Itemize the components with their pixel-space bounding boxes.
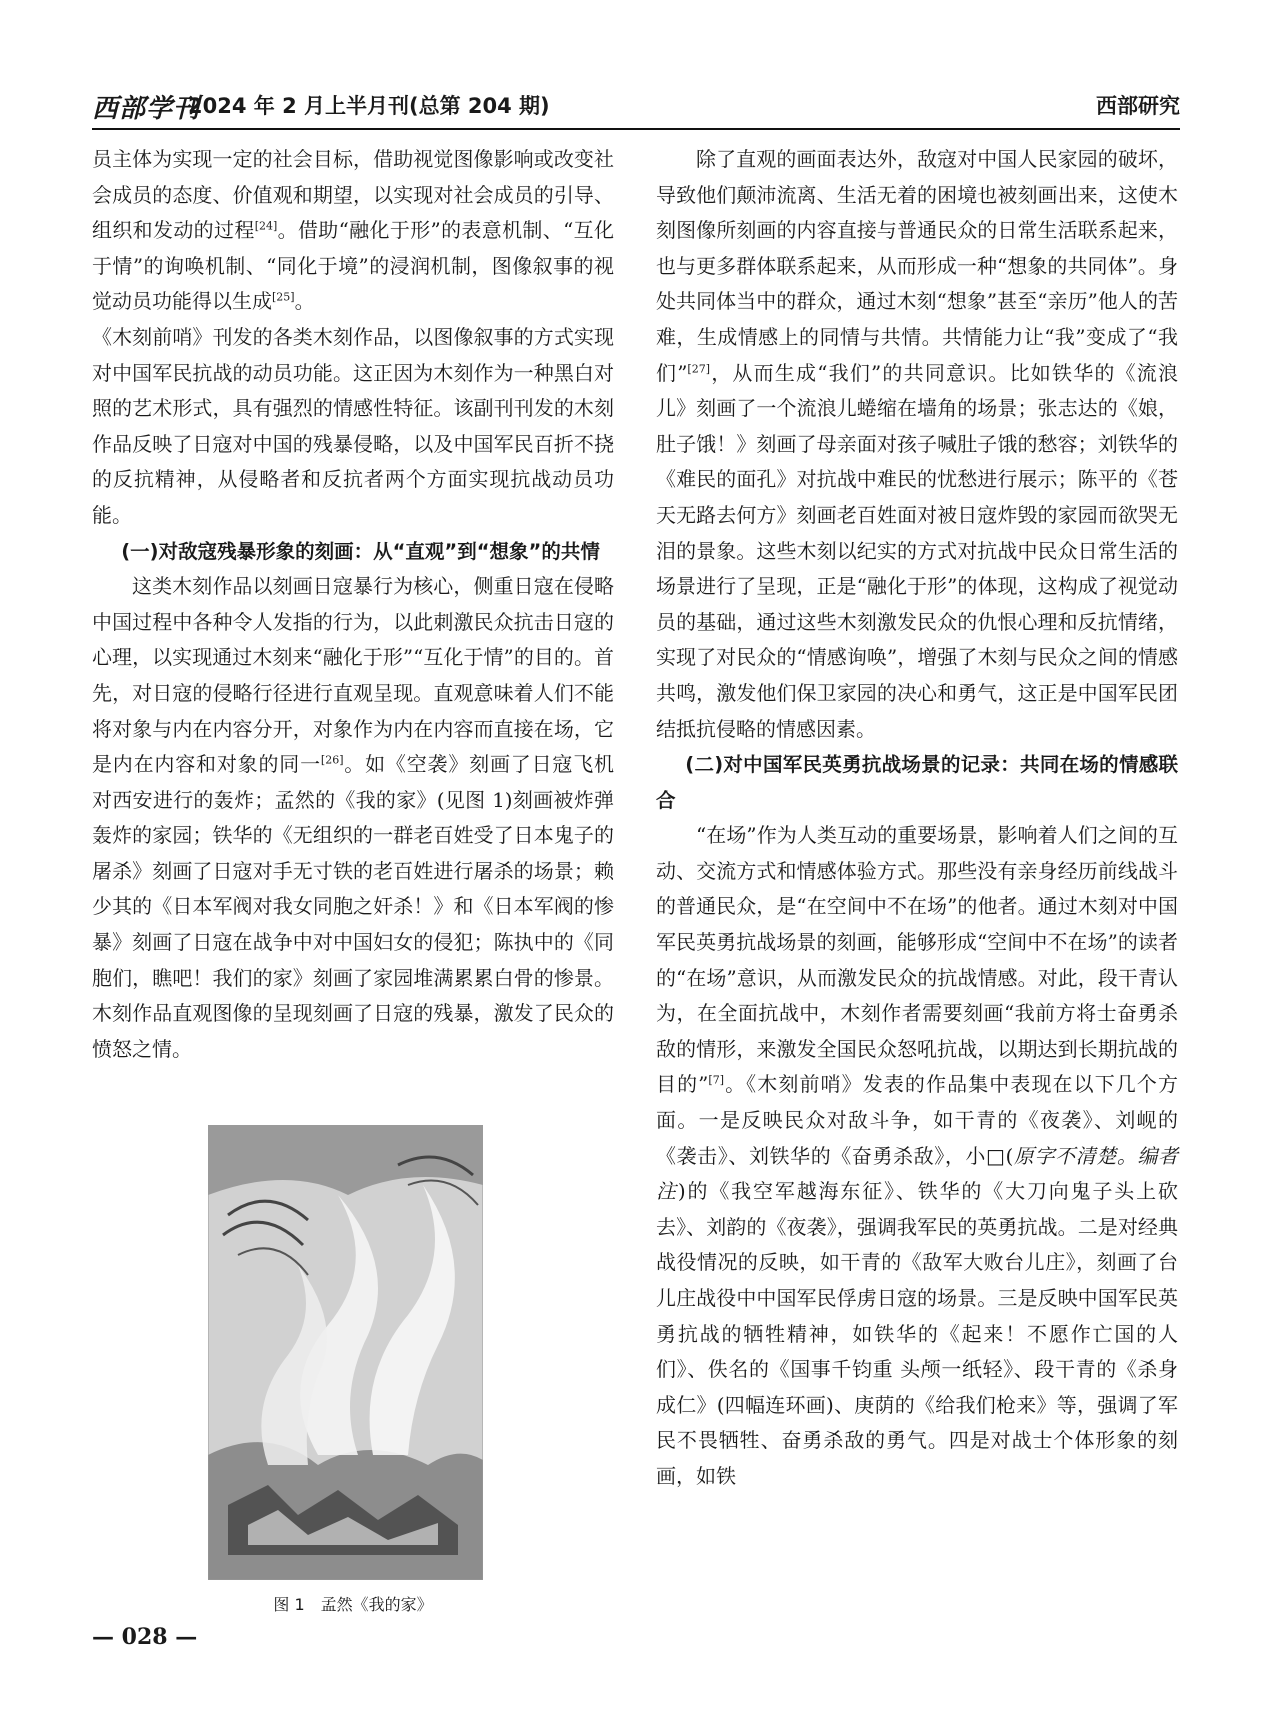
- section-title: 西部研究: [1096, 94, 1180, 118]
- editor-note: 原字不清楚。编者注: [656, 1143, 1179, 1204]
- section-heading: (二)对中国军民英勇抗战场景的记录：共同在场的情感联合: [656, 753, 1178, 812]
- journal-logo: 西部学刊: [92, 94, 201, 124]
- paragraph: “在场”作为人类互动的重要场景，影响着人们之间的互动、交流方式和情感体验方式。那些没有亲身经历前线战斗的普通民众，是“在空间中不在场”的他者。通过木刻对中国军民英勇抗战场景的刻画，能够形成“空间中不在场”的读者的“在场”意识，从而激发民众的抗战情感。对此，段干青认为，在全面抗战中，木刻作者需要刻画“我前方将士奋勇杀敌的情形，来激发全国民众怒吼抗战，以期达到长期抗战的目的”[7]。《木刻前哨》发表的作品集中表现在以下几个方面。一是反映民众对敌斗争，如干青的《夜袭》、刘岘的《袭击》、刘铁华的《奋勇杀敌》，小□(原字不清楚。编者注)的《我空军越海东征》、铁华的《大刀向鬼子头上砍去》、刘韵的《夜袭》，强调我军民的英勇抗战。二是对经典战役情况的反映，如干青的《敌军大败台儿庄》，刻画了台儿庄战役中中国军民俘虏日寇的场景。三是反映中国军民英勇抗战的牺牲精神，如铁华的《起来！不愿作亡国的人们》、佚名的《国事千钧重 头颅一纸轻》、段干青的《杀身成仁》(四幅连环画)、庚荫的《给我们枪来》等，强调了军民不畏牺牲、奋勇杀敌的勇气。四是对战士个体形象的刻画，如铁: [656, 823, 1179, 1488]
- figure-caption: 图 1 孟然《我的家》: [273, 1595, 433, 1614]
- citation-ref: [7]: [708, 1073, 724, 1087]
- paragraph: 这类木刻作品以刻画日寇暴行为核心，侧重日寇在侵略中国过程中各种令人发指的行为，以此刺激民众抗击日寇的心理，以实现通过木刻来“融化于形”“互化于情”的目的。首先，对日寇的侵略行径进行直观呈现。直观意味着人们不能将对象与内在内容分开，对象作为内在内容而直接在场，它是内在内容和对象的同一[26]。如《空袭》刻画了日寇飞机对西安进行的轰炸；孟然的《我的家》(见图 1)刻画被炸弹轰炸的家园；铁华的《无组织的一群老百姓受了日本鬼子的屠杀》刻画了日寇对手无寸铁的老百姓进行屠杀的场景；赖少其的《日本军阀对我女同胞之奸杀！》和《日本军阀的惨暴》刻画了日寇在战争中对中国妇女的侵犯；陈执中的《同胞们，瞧吧！我们的家》刻画了家园堆满累累白骨的惨景。木刻作品直观图像的呈现刻画了日寇的残暴，激发了民众的愤怒之情。: [92, 574, 615, 1061]
- citation-ref: [27]: [687, 361, 711, 375]
- section-heading: (一)对敌寇残暴形象的刻画：从“直观”到“想象”的共情: [121, 539, 600, 563]
- figure-woodcut: [208, 1125, 483, 1580]
- page-number: — 028 —: [92, 1624, 198, 1650]
- woodcut-print-image: [208, 1125, 483, 1580]
- citation-ref: [24]: [254, 219, 278, 233]
- right-column: [656, 142, 1178, 1495]
- page-header: [92, 86, 1180, 130]
- left-column: [92, 142, 614, 1067]
- issue-info: 2024 年 2 月上半月刊(总第 204 期): [188, 94, 550, 118]
- paragraph: 《木刻前哨》刊发的各类木刻作品，以图像叙事的方式实现对中国军民抗战的动员功能。这正因为木刻作为一种黑白对照的艺术形式，具有强烈的情感性特征。该副刊刊发的木刻作品反映了日寇对中国的残暴侵略，以及中国军民百折不挠的反抗精神，从侵略者和反抗者两个方面实现抗战动员功能。: [92, 324, 614, 527]
- paragraph: 员主体为实现一定的社会目标，借助视觉图像影响或改变社会成员的态度、价值观和期望，以实现对社会成员的引导、组织和发动的过程[24]。借助“融化于形”的表意机制、“互化于情”的询唤机制、“同化于境”的浸润机制，图像叙事的视觉动员功能得以生成[25]。: [92, 147, 614, 314]
- paragraph: 除了直观的画面表达外，敌寇对中国人民家园的破坏，导致他们颠沛流离、生活无着的困境也被刻画出来，这使木刻图像所刻画的内容直接与普通民众的日常生活联系起来，也与更多群体联系起来，从而形成一种“想象的共同体”。身处共同体当中的群众，通过木刻“想象”甚至“亲历”他人的苦难，生成情感上的同情与共情。共情能力让“我”变成了“我们”[27]，从而生成“我们”的共同意识。比如铁华的《流浪儿》刻画了一个流浪儿蜷缩在墙角的场景；张志达的《娘，肚子饿！》刻画了母亲面对孩子喊肚子饿的愁容；刘铁华的《难民的面孔》对抗战中难民的忧愁进行展示；陈平的《苍天无路去何方》刻画老百姓面对被日寇炸毁的家园而欲哭无泪的景象。这些木刻以纪实的方式对抗战中民众日常生活的场景进行了呈现，正是“融化于形”的体现，这构成了视觉动员的基础，通过这些木刻激发民众的仇恨心理和反抗情绪，实现了对民众的“情感询唤”，增强了木刻与民众之间的情感共鸣，激发他们保卫家园的决心和勇气，这正是中国军民团结抵抗侵略的情感因素。: [656, 147, 1178, 741]
- citation-ref: [25]: [272, 290, 295, 304]
- citation-ref: [26]: [320, 753, 344, 767]
